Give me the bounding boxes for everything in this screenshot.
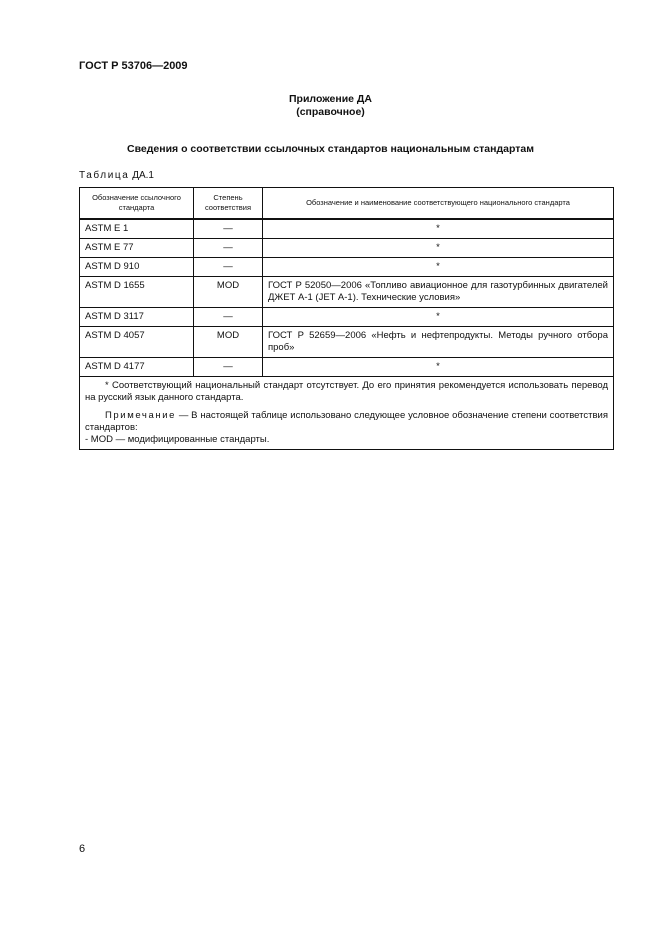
cell-degree: — bbox=[194, 308, 263, 327]
cell-degree: MOD bbox=[194, 327, 263, 358]
column-header-national: Обозначение и наименование соответствующего национального стандарта bbox=[263, 188, 614, 220]
cell-national: * bbox=[263, 258, 614, 277]
note-label: Примечание bbox=[105, 410, 176, 421]
cell-reference: ASTM E 77 bbox=[80, 239, 194, 258]
appendix-subtitle: (справочное) bbox=[296, 106, 365, 118]
table-row bbox=[80, 277, 614, 308]
cell-reference: ASTM D 3117 bbox=[80, 308, 194, 327]
cell-national: * bbox=[263, 239, 614, 258]
table-caption-word: Таблица bbox=[79, 170, 130, 181]
table-row bbox=[80, 308, 614, 327]
table-header-row bbox=[80, 188, 614, 220]
cell-degree: MOD bbox=[194, 277, 263, 308]
cell-national: * bbox=[263, 219, 614, 239]
table-row bbox=[80, 358, 614, 377]
table-note bbox=[85, 410, 608, 434]
table-row bbox=[80, 327, 614, 358]
cell-degree: — bbox=[194, 239, 263, 258]
table-row bbox=[80, 239, 614, 258]
table-footnote: * Соответствующий национальный стандарт отсутствует. До его принятия рекомендуется использовать перевод на русский язык данного стандарта. bbox=[85, 380, 608, 403]
appendix-title: Приложение ДА bbox=[289, 93, 372, 105]
column-header-reference: Обозначение ссылочного стандарта bbox=[80, 188, 194, 220]
table-caption-number: ДА.1 bbox=[132, 170, 154, 181]
table-notes-row bbox=[80, 377, 614, 450]
table-row bbox=[80, 258, 614, 277]
table-caption bbox=[79, 170, 154, 181]
cell-reference: ASTM D 4177 bbox=[80, 358, 194, 377]
section-title: Сведения о соответствии ссылочных стандартов национальным стандартам bbox=[127, 143, 534, 155]
cell-reference: ASTM D 4057 bbox=[80, 327, 194, 358]
cell-degree: — bbox=[194, 219, 263, 239]
cell-reference: ASTM D 1655 bbox=[80, 277, 194, 308]
cell-national: ГОСТ Р 52659—2006 «Нефть и нефтепродукты. Методы ручного отбора проб» bbox=[263, 327, 614, 358]
cell-degree: — bbox=[194, 258, 263, 277]
note-item: - MOD — модифицированные стандарты. bbox=[85, 434, 270, 445]
cell-national: * bbox=[263, 308, 614, 327]
table-row bbox=[80, 219, 614, 239]
cell-reference: ASTM E 1 bbox=[80, 219, 194, 239]
note-text: — В настоящей таблице использовано следующее условное обозначение степени соответствия стандартов: bbox=[85, 410, 608, 433]
cell-reference: ASTM D 910 bbox=[80, 258, 194, 277]
document-code: ГОСТ Р 53706—2009 bbox=[79, 60, 188, 72]
column-header-degree: Степень соответствия bbox=[194, 188, 263, 220]
cell-national: * bbox=[263, 358, 614, 377]
cell-degree: — bbox=[194, 358, 263, 377]
cell-national: ГОСТ Р 52050—2006 «Топливо авиационное для газотурбинных двигателей ДЖЕТ А-1 (JET А-1). Технические условия» bbox=[263, 277, 614, 308]
page-number: 6 bbox=[79, 843, 86, 855]
appendix-heading bbox=[0, 93, 661, 119]
standards-table bbox=[79, 187, 614, 450]
table-notes-cell bbox=[80, 377, 614, 450]
